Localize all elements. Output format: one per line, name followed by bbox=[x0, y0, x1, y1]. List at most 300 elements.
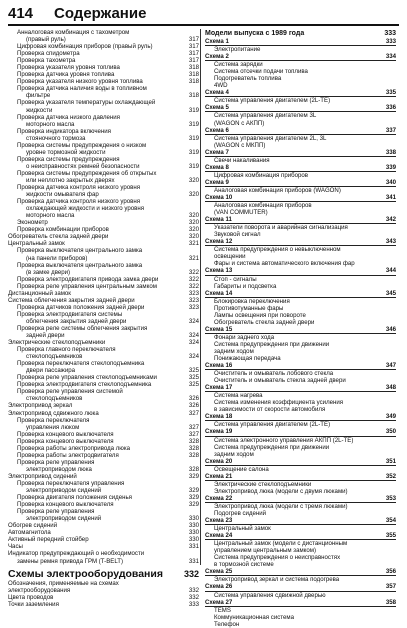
toc-entry bbox=[205, 202, 396, 209]
toc-entry bbox=[205, 246, 396, 253]
models-heading-page: 333 bbox=[384, 30, 396, 37]
toc-entry-page: 328 bbox=[188, 437, 199, 445]
toc-entry-title: (в замке двери) bbox=[26, 268, 71, 276]
toc-entry bbox=[205, 473, 396, 481]
toc-entry bbox=[8, 297, 199, 304]
toc-entry-title: жидкости bbox=[26, 106, 53, 114]
toc-entry bbox=[205, 437, 396, 444]
toc-entry-title: электрооборудования bbox=[8, 586, 71, 594]
toc-entry-title: Проверка концевого выключателя bbox=[17, 437, 114, 445]
toc-entry bbox=[8, 473, 199, 480]
toc-entry-page: 319 bbox=[188, 134, 199, 142]
toc-entry-title: Схема 14 bbox=[205, 289, 233, 297]
toc-entry bbox=[205, 61, 396, 68]
toc-entry-title: Указатели поворота и аварийная сигнализация bbox=[214, 224, 348, 232]
toc-entry bbox=[8, 233, 199, 240]
toc-entry-title: Электропривод люка (модели с тремя люками) bbox=[214, 502, 348, 510]
toc-entry-title: Схема 25 bbox=[205, 568, 233, 576]
toc-entry bbox=[8, 325, 199, 332]
toc-entry-title: Стоп - сигналы bbox=[214, 275, 257, 283]
toc-entry bbox=[205, 554, 396, 561]
column-divider bbox=[200, 29, 201, 565]
toc-entry bbox=[8, 339, 199, 346]
toc-entry bbox=[8, 226, 199, 233]
toc-entry bbox=[8, 156, 199, 163]
toc-entry-title: Звуковой сигнал bbox=[214, 231, 261, 239]
toc-entry-page: 325 bbox=[188, 374, 199, 382]
toc-entry bbox=[205, 326, 396, 334]
toc-entry bbox=[205, 104, 396, 112]
toc-entry-title: Проверка системы предупреждения о низком bbox=[17, 141, 147, 149]
toc-entry-title: Система предупреждения о невыключенном bbox=[214, 246, 341, 254]
toc-entry-title: Схема 24 bbox=[205, 532, 233, 540]
toc-entry bbox=[205, 38, 396, 46]
toc-entry-page: 325 bbox=[188, 367, 199, 375]
toc-entry-title: Аналоговая комбинация приборов bbox=[214, 202, 312, 210]
toc-entry-title: Обогреватель стекла задней двери bbox=[214, 318, 315, 326]
toc-entry-title: Схема 18 bbox=[205, 413, 233, 421]
toc-entry-title: Система управления двигателем 3L bbox=[214, 112, 317, 120]
toc-entry-page: 317 bbox=[188, 36, 199, 44]
toc-entry-title: Проверка спидометра bbox=[17, 50, 80, 58]
toc-entry-title: Точки заземления bbox=[8, 600, 59, 608]
toc-entry bbox=[8, 402, 199, 409]
toc-entry bbox=[8, 353, 199, 360]
toc-entry bbox=[8, 290, 199, 297]
toc-entry-page: 347 bbox=[385, 362, 396, 370]
toc-entry bbox=[205, 451, 396, 458]
toc-entry bbox=[8, 346, 199, 353]
toc-entry bbox=[205, 362, 396, 370]
toc-entry-title: Коммуникационная система bbox=[214, 613, 294, 621]
toc-entry bbox=[205, 157, 396, 164]
toc-entry-page: 354 bbox=[385, 517, 396, 525]
toc-entry-title: Проверка датчиков положения задней двери bbox=[17, 303, 145, 311]
toc-entry bbox=[8, 536, 199, 543]
toc-entry bbox=[8, 431, 199, 438]
toc-entry-title: Фары и система автоматического включения фар bbox=[214, 260, 355, 268]
toc-entry-title: Проверка индикатора включения bbox=[17, 127, 111, 135]
toc-entry-title: уровне тормозной жидкости bbox=[26, 148, 106, 156]
toc-entry bbox=[8, 205, 199, 212]
section-page: 332 bbox=[183, 568, 199, 579]
toc-entry-page: 353 bbox=[385, 494, 396, 502]
toc-entry-title: Проверка концевого выключателя bbox=[17, 430, 114, 438]
toc-entry bbox=[205, 75, 396, 82]
toc-entry bbox=[8, 107, 199, 114]
toc-entry-title: задним ходом bbox=[214, 347, 254, 355]
toc-entry-page: 328 bbox=[188, 444, 199, 452]
toc-entry-title: Схема 22 bbox=[205, 494, 233, 502]
toc-entry-page: 334 bbox=[385, 53, 396, 61]
toc-entry-title: Схема 13 bbox=[205, 267, 233, 275]
toc-entry-title: охлаждающей жидкости и низкого уровня bbox=[26, 205, 145, 213]
toc-entry bbox=[205, 583, 396, 591]
toc-entry-title: Автомагнитола bbox=[8, 529, 51, 537]
toc-entry-page: 324 bbox=[188, 332, 199, 340]
toc-entry-page: 319 bbox=[188, 162, 199, 170]
toc-entry bbox=[205, 547, 396, 554]
toc-entry-title: Проверка переключателя bbox=[17, 416, 90, 424]
toc-entry-title: Проверка датчика наличия воды в топливном bbox=[17, 85, 147, 93]
toc-entry bbox=[8, 92, 199, 99]
toc-entry bbox=[205, 428, 396, 436]
toc-entry-page: 330 bbox=[188, 515, 199, 523]
toc-entry-page: 331 bbox=[188, 557, 199, 565]
toc-entry-title: Обозначения, применяемые на схемах bbox=[8, 579, 119, 587]
toc-entry-page: 358 bbox=[385, 598, 396, 606]
toc-entry bbox=[205, 384, 396, 392]
toc-entry bbox=[8, 64, 199, 71]
toc-entry-page: 318 bbox=[188, 92, 199, 100]
toc-entry bbox=[205, 187, 396, 194]
toc-entry-page: 320 bbox=[188, 191, 199, 199]
toc-entry-title: Система предупреждения при движении bbox=[214, 340, 330, 348]
toc-entry bbox=[8, 247, 199, 254]
toc-entry bbox=[8, 85, 199, 92]
toc-entry-title: Система зарядки bbox=[214, 61, 263, 69]
toc-entry-page: 319 bbox=[188, 106, 199, 114]
toc-entry-page: 330 bbox=[188, 529, 199, 537]
toc-entry-page: 319 bbox=[188, 120, 199, 128]
toc-entry-title: Схема 8 bbox=[205, 163, 229, 171]
toc-entry-title: Система управления двигателем 2L, 3L bbox=[214, 134, 327, 142]
toc-entry-page: 352 bbox=[385, 472, 396, 480]
toc-entry bbox=[8, 142, 199, 149]
toc-entry bbox=[8, 445, 199, 452]
toc-entry bbox=[8, 550, 199, 557]
toc-entry bbox=[205, 517, 396, 525]
toc-entry-page: 340 bbox=[385, 178, 396, 186]
toc-entry-title: Система изменения коэффициента усиления bbox=[214, 399, 344, 407]
toc-entry-title: Схема 15 bbox=[205, 325, 233, 333]
toc-entry bbox=[205, 614, 396, 621]
toc-entry-title: моторного масла bbox=[26, 120, 75, 128]
toc-entry-page: 319 bbox=[188, 148, 199, 156]
toc-entry-title: Схема 16 bbox=[205, 362, 233, 370]
toc-entry bbox=[8, 529, 199, 536]
toc-entry-title: Проверка реле управления bbox=[17, 508, 95, 516]
toc-entry bbox=[205, 458, 396, 466]
toc-entry bbox=[205, 224, 396, 231]
toc-entry-title: Схема 10 bbox=[205, 193, 233, 201]
toc-entry-title: Электрические стеклоподъемники bbox=[214, 480, 312, 488]
toc-entry-page: 325 bbox=[188, 381, 199, 389]
toc-entry bbox=[205, 97, 396, 104]
toc-entry-title: Схема 19 bbox=[205, 428, 233, 436]
toc-entry-title: Проверка реле управления центральным замком bbox=[17, 282, 157, 290]
toc-entry-page: 317 bbox=[188, 43, 199, 51]
toc-entry-title: Схема 23 bbox=[205, 517, 233, 525]
toc-entry bbox=[8, 424, 199, 431]
toc-entry-title: Система предупреждения о неисправностях bbox=[214, 554, 341, 562]
toc-entry-page: 344 bbox=[385, 267, 396, 275]
toc-entry-title: Аналоговая комбинация приборов (WAGON) bbox=[214, 186, 341, 194]
toc-entry bbox=[8, 601, 199, 608]
toc-entry bbox=[8, 594, 199, 601]
toc-entry-title: электроприводом люка bbox=[26, 465, 92, 473]
toc-entry-title: Обогреватель стекла задней двери bbox=[8, 233, 109, 241]
toc-section-heading bbox=[8, 568, 199, 580]
toc-entry-page: 321 bbox=[188, 254, 199, 262]
toc-entry-page: 327 bbox=[188, 423, 199, 431]
toc-entry-title: Схема 1 bbox=[205, 38, 229, 45]
toc-entry-title: Анналоговая комбинация с тахометром bbox=[17, 29, 130, 36]
toc-entry-page: 324 bbox=[188, 317, 199, 325]
toc-entry-page: 335 bbox=[385, 89, 396, 97]
toc-entry-page: 326 bbox=[188, 402, 199, 410]
page-title: Содержание bbox=[54, 5, 147, 22]
toc-entry-page: 318 bbox=[188, 64, 199, 72]
toc-entry bbox=[205, 89, 396, 97]
toc-entry bbox=[8, 487, 199, 494]
toc-entry-title: Схема 2 bbox=[205, 53, 229, 61]
toc-entry bbox=[205, 46, 396, 53]
toc-entry bbox=[8, 36, 199, 43]
toc-entry bbox=[8, 269, 199, 276]
toc-entry bbox=[8, 360, 199, 367]
toc-entry bbox=[8, 480, 199, 487]
toc-entry-title: Система управления сдвижной дверью bbox=[214, 591, 326, 599]
toc-entry-title: Проверка датчика контроля низкого уровня bbox=[17, 184, 141, 192]
toc-entry bbox=[8, 135, 199, 142]
toc-entry-page: 329 bbox=[188, 472, 199, 480]
toc-entry-page: 333 bbox=[188, 600, 199, 608]
toc-entry-title: Центральный замок bbox=[214, 525, 271, 533]
toc-entry-title: Схема 4 bbox=[205, 89, 229, 97]
toc-entry bbox=[205, 495, 396, 503]
toc-entry-title: Схема 20 bbox=[205, 457, 233, 465]
toc-entry-title: Проверка реле управления bbox=[17, 458, 95, 466]
toc-entry bbox=[205, 421, 396, 428]
toc-entry-page: 343 bbox=[385, 238, 396, 246]
toc-entry-title: Проверка датчика уровня топлива bbox=[17, 71, 115, 79]
toc-entry bbox=[205, 561, 396, 568]
toc-entry bbox=[205, 283, 396, 290]
toc-entry-page: 351 bbox=[385, 457, 396, 465]
toc-entry-title: Проверка концевого выключателя bbox=[17, 501, 114, 509]
toc-entry-title: 4WD bbox=[214, 82, 228, 90]
toc-entry-title: моторного масла bbox=[26, 212, 75, 220]
toc-entry-title: (на панели приборов) bbox=[26, 254, 88, 262]
toc-entry-title: электроприводом сидений bbox=[26, 487, 102, 495]
toc-entry bbox=[205, 179, 396, 187]
toc-entry-title: Телефон bbox=[214, 620, 240, 628]
toc-entry bbox=[8, 388, 199, 395]
toc-entry bbox=[8, 283, 199, 290]
toc-entry bbox=[8, 452, 199, 459]
toc-entry bbox=[8, 149, 199, 156]
toc-entry bbox=[205, 592, 396, 599]
toc-entry-title: Схема 11 bbox=[205, 216, 232, 224]
toc-entry-page: 326 bbox=[188, 395, 199, 403]
toc-models-heading bbox=[205, 29, 396, 38]
toc-entry-title: Проверка электродвигателя привода замка двери bbox=[17, 275, 159, 283]
toc-entry-title: Габариты и подсветка bbox=[214, 282, 277, 290]
toc-entry bbox=[8, 191, 199, 198]
toc-entry-page: 339 bbox=[385, 163, 396, 171]
toc-entry-page: 332 bbox=[188, 593, 199, 601]
toc-entry-title: Электропривод сидений bbox=[8, 472, 77, 480]
toc-entry-page: 324 bbox=[188, 339, 199, 347]
toc-entry bbox=[205, 260, 396, 267]
toc-entry-page: 346 bbox=[385, 325, 396, 333]
toc-entry-title: Проверка электродвигателя стеклоподъемника bbox=[17, 381, 152, 389]
toc-entry-title: Проверка реле управления системой bbox=[17, 388, 123, 396]
toc-entry bbox=[205, 142, 396, 149]
toc-entry bbox=[205, 172, 396, 179]
toc-entry-title: замены ремня привода ГРМ (T-BELT) bbox=[17, 557, 124, 565]
toc-entry-title: Проверка выключателя центрального замка bbox=[17, 247, 143, 255]
toc-entry-title: Обогрев сидений bbox=[8, 522, 58, 530]
toc-entry-page: 331 bbox=[188, 543, 199, 551]
toc-entry bbox=[205, 341, 396, 348]
toc-entry bbox=[205, 532, 396, 540]
toc-entry-title: управления люком bbox=[26, 423, 80, 431]
toc-entry bbox=[8, 515, 199, 522]
toc-entry-title: Схема 7 bbox=[205, 148, 229, 156]
toc-left-section-list bbox=[8, 580, 199, 608]
toc-entry-title: Схема 5 bbox=[205, 104, 229, 112]
toc-entry-page: 328 bbox=[188, 465, 199, 473]
toc-entry-page: 320 bbox=[188, 226, 199, 234]
toc-entry-title: Проверка работы электродвигателя bbox=[17, 451, 119, 459]
toc-entry-page: 355 bbox=[385, 532, 396, 540]
toc-entry bbox=[8, 417, 199, 424]
toc-entry-title: Электропривод люка (модели с двумя люками) bbox=[214, 487, 348, 495]
toc-entry-title: или неплотно закрытых дверях bbox=[26, 176, 115, 184]
toc-entry bbox=[205, 216, 396, 224]
toc-entry bbox=[8, 50, 199, 57]
toc-entry-title: Электрические стеклоподъемники bbox=[8, 339, 106, 347]
toc-entry bbox=[205, 621, 396, 628]
toc-entry bbox=[205, 312, 396, 319]
toc-left-list bbox=[8, 29, 199, 565]
toc-entry-title: Фонари заднего хода bbox=[214, 333, 275, 341]
toc-entry bbox=[205, 355, 396, 362]
toc-entry-title: Электропривод зеркал и система подогрева bbox=[214, 576, 340, 584]
toc-entry-title: о неисправностях ремней безопасности bbox=[26, 162, 140, 170]
toc-entry-title: Активный передний стойбер bbox=[8, 536, 89, 544]
toc-entry-title: (правый руль) bbox=[26, 36, 66, 44]
toc-entry bbox=[8, 212, 199, 219]
toc-entry-title: Центральный замок bbox=[8, 240, 65, 248]
toc-entry-page: 324 bbox=[188, 353, 199, 361]
toc-entry bbox=[205, 112, 396, 119]
toc-entry-page: 329 bbox=[188, 501, 199, 509]
toc-entry-page: 321 bbox=[188, 240, 199, 248]
toc-entry bbox=[205, 253, 396, 260]
toc-entry bbox=[8, 240, 199, 247]
toc-entry-page: 323 bbox=[188, 296, 199, 304]
section-title: Схемы электрооборудования bbox=[8, 567, 163, 580]
toc-entry-title: Система управления двигателем (2L-TE) bbox=[214, 97, 331, 105]
toc-entry-title: Электропривод зеркал bbox=[8, 402, 73, 410]
toc-entry bbox=[205, 503, 396, 510]
toc-entry bbox=[8, 43, 199, 50]
toc-entry-page: 322 bbox=[188, 275, 199, 283]
toc-entry bbox=[205, 481, 396, 488]
toc-entry-title: в тормозной системе bbox=[214, 561, 274, 569]
toc-entry-page: 341 bbox=[385, 193, 396, 201]
toc-entry-title: Проверка тахометра bbox=[17, 57, 76, 65]
toc-entry bbox=[8, 580, 199, 587]
toc-entry-title: стеклоподъемников bbox=[26, 395, 83, 403]
toc-entry bbox=[8, 318, 199, 325]
toc-entry-title: Очиститель и омыватель лобового стекла bbox=[214, 370, 334, 378]
toc-entry-page: 356 bbox=[385, 568, 396, 576]
toc-entry bbox=[8, 367, 199, 374]
toc-entry-title: Проверка двигателя положения сиденья bbox=[17, 494, 132, 502]
toc-entry bbox=[205, 370, 396, 377]
toc-entry bbox=[205, 194, 396, 202]
toc-entry-page: 338 bbox=[385, 148, 396, 156]
toc-entry-title: Система отсечки подачи топлива bbox=[214, 68, 308, 76]
toc-entry bbox=[8, 459, 199, 466]
toc-entry-page: 323 bbox=[188, 289, 199, 297]
toc-entry-title: Индикатор предупреждающий о необходимости bbox=[8, 550, 145, 558]
toc-entry-title: стояночного тормоза bbox=[26, 134, 86, 142]
toc-entry bbox=[205, 127, 396, 135]
toc-entry-title: фильтре bbox=[26, 92, 51, 100]
toc-entry bbox=[205, 53, 396, 61]
toc-entry bbox=[8, 381, 199, 388]
toc-entry bbox=[8, 255, 199, 262]
toc-entry-page: 330 bbox=[188, 536, 199, 544]
toc-entry-title: Проверка выключателя центрального замка bbox=[17, 261, 143, 269]
toc-entry-page: 323 bbox=[188, 303, 199, 311]
toc-entry-page: 336 bbox=[385, 104, 396, 112]
toc-entry bbox=[8, 410, 199, 417]
toc-entry-title: Центральный замок (модели с дистанционным bbox=[214, 540, 348, 548]
toc-entry-page: 329 bbox=[188, 487, 199, 495]
toc-entry bbox=[205, 334, 396, 341]
toc-entry bbox=[8, 466, 199, 473]
toc-entry bbox=[8, 374, 199, 381]
toc-entry bbox=[8, 128, 199, 135]
models-heading-title: Модели выпуска с 1989 года bbox=[205, 30, 305, 37]
toc-entry bbox=[205, 413, 396, 421]
toc-entry bbox=[205, 276, 396, 283]
toc-entry-title: задней двери bbox=[26, 332, 65, 340]
toc-entry-title: Электропривод сдвижного люка bbox=[8, 409, 99, 417]
toc-entry bbox=[8, 29, 199, 36]
toc-entry-title: Свечи накаливания bbox=[214, 156, 270, 164]
toc-entry-page: 342 bbox=[385, 216, 396, 224]
toc-entry bbox=[205, 238, 396, 246]
toc-entry bbox=[205, 135, 396, 142]
toc-entry bbox=[205, 305, 396, 312]
toc-entry-title: Лампы освещения при повороте bbox=[214, 311, 306, 319]
toc-entry bbox=[8, 558, 199, 565]
toc-entry-title: Проверка переключателя стеклоподъемника bbox=[17, 360, 145, 368]
toc-entry-title: Система облегчения закрытия задней двери bbox=[8, 296, 135, 304]
toc-entry bbox=[205, 540, 396, 547]
toc-entry bbox=[8, 508, 199, 515]
toc-entry-page: 330 bbox=[188, 522, 199, 530]
toc-entry bbox=[8, 501, 199, 508]
toc-entry bbox=[8, 177, 199, 184]
toc-right-column bbox=[205, 29, 396, 628]
toc-entry-title: Подогреватель топлива bbox=[214, 75, 282, 83]
toc-entry-title: Проверка указателя низкого уровня топлива bbox=[17, 78, 143, 86]
toc-entry-title: Схема 9 bbox=[205, 178, 229, 186]
toc-entry-page: 350 bbox=[385, 428, 396, 436]
toc-entry-title: (VAN COMMUTER) bbox=[214, 209, 268, 217]
toc-entry bbox=[205, 466, 396, 473]
toc-entry-title: Проверка указателя температуры охлаждающей bbox=[17, 99, 156, 107]
toc-entry bbox=[8, 121, 199, 128]
